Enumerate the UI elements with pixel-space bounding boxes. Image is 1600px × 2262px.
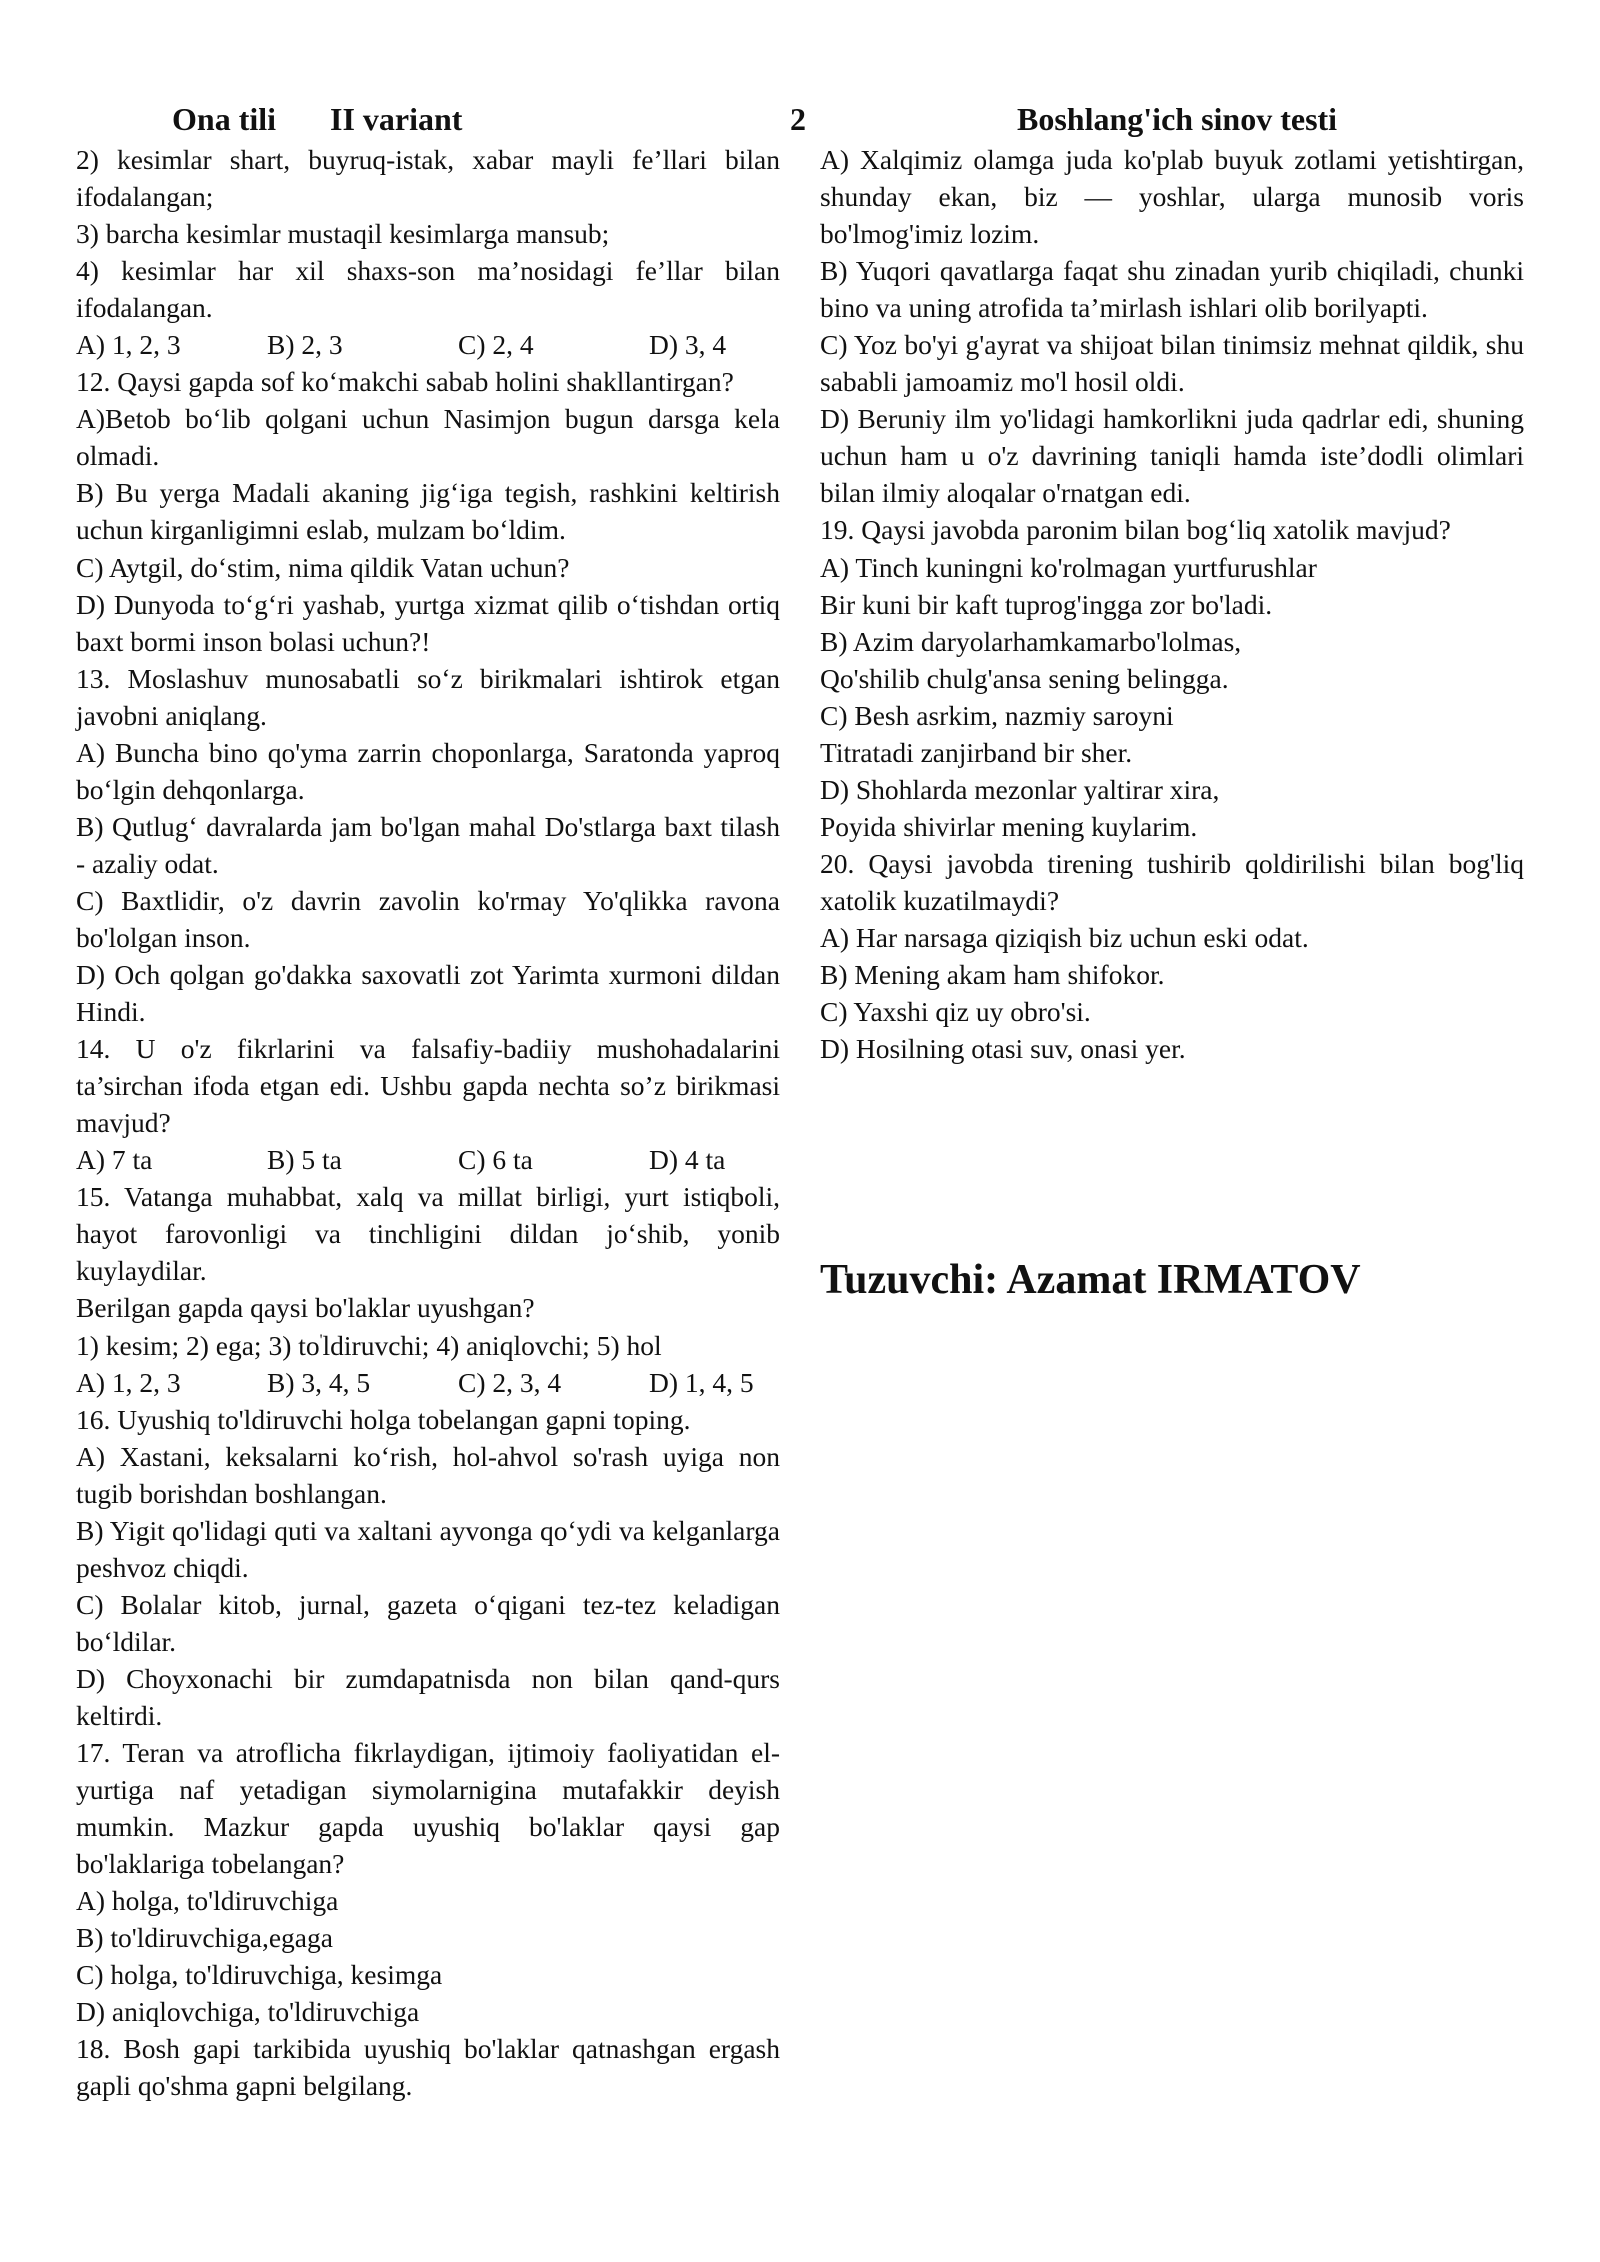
question-20: 20. Qaysi javobda tirening tushirib qoldirilishi bilan bog'liq xatolik kuzatilmaydi? bbox=[820, 847, 1524, 916]
q16-option-c: C) Bolalar kitob, jurnal, gazeta o‘qigani tez-tez keladigan bo‘ldilar. bbox=[76, 1588, 780, 1657]
q17-option-c: C) holga, to'ldiruvchiga, kesimga bbox=[76, 1959, 443, 1991]
question-13: 13. Moslashuv munosabatli so‘z birikmalari ishtirok etgan javobni aniqlang. bbox=[76, 662, 780, 731]
q13-option-c: C) Baxtlidir, o'z davrin zavolin ko'rmay Yo'qlikka ravona bo'lolgan inson. bbox=[76, 884, 780, 953]
q11-options bbox=[76, 326, 780, 363]
q11-statement-4: 4) kesimlar har xil shaxs-son ma’nosidagi fe’llar bilan ifodalangan. bbox=[76, 255, 780, 324]
q17-option-a: A) holga, to'ldiruvchiga bbox=[76, 1885, 339, 1917]
option-a: A) 7 ta bbox=[76, 1144, 153, 1176]
q12-option-b: B) Bu yerga Madali akaning jig‘iga tegish, rashkini keltirish uchun kirganligimni eslab, mulzam bo‘ldim. bbox=[76, 477, 780, 546]
page-number: 2 bbox=[790, 101, 806, 137]
q12-option-c: C) Aytgil, do‘stim, nima qildik Vatan uchun? bbox=[76, 551, 570, 583]
question-14: 14. U o'z fikrlarini va falsafiy-badiiy mushohadalarini ta’sirchan ifoda etgan edi. Ushbu gapda nechta so’z birikmasi mavjud? bbox=[76, 1033, 780, 1139]
q16-option-d: D) Choyxonachi bir zumdapatnisda non bilan qand-qurs keltirdi. bbox=[76, 1662, 780, 1731]
q18-option-c: C) Yoz bo'yi g'ayrat va shijoat bilan tinimsiz mehnat qildik, shu sababli jamoamiz mo'l hosil oldi. bbox=[820, 329, 1524, 398]
q15-options bbox=[76, 1364, 780, 1401]
question-16: 16. Uyushiq to'ldiruvchi holga tobelangan gapni toping. bbox=[76, 1403, 691, 1435]
option-b: B) 2, 3 bbox=[267, 329, 343, 361]
q17-option-b: B) to'ldiruvchiga,egaga bbox=[76, 1922, 333, 1954]
q17-option-d: D) aniqlovchiga, to'ldiruvchiga bbox=[76, 1996, 420, 2028]
question-15: 15. Vatanga muhabbat, xalq va millat birligi, yurt istiqboli, hayot farovonligi va tinchligini dildan jo‘shib, yonib kuylaydilar. bbox=[76, 1181, 780, 1287]
option-a: A) 1, 2, 3 bbox=[76, 1366, 181, 1398]
q19-option-b-line-2: Qo'shilib chulg'ansa sening belingga. bbox=[820, 662, 1229, 694]
option-b: B) 3, 4, 5 bbox=[267, 1366, 371, 1398]
q12-option-a: A)Betob bo‘lib qolgani uchun Nasimjon bugun darsga kela olmadi. bbox=[76, 403, 780, 472]
q13-option-d: D) Och qolgan go'dakka saxovatli zot Yarimta xurmoni dildan Hindi. bbox=[76, 959, 780, 1028]
q15-parts-list bbox=[76, 1327, 780, 1364]
q18-option-a: A) Xalqimiz olamga juda ko'plab buyuk zotlami yetishtirgan, shunday ekan, biz — yoshlar, ularga munosib voris bo'lmog'imiz lozim. bbox=[820, 144, 1524, 250]
q14-options bbox=[76, 1141, 780, 1178]
variant-label: II variant bbox=[330, 101, 463, 137]
right-column bbox=[820, 141, 1524, 1067]
q19-option-c-line-2: Titratadi zanjirband bir sher. bbox=[820, 736, 1133, 768]
q20-option-c: C) Yaxshi qiz uy obro'si. bbox=[820, 996, 1091, 1028]
q13-option-a: A) Buncha bino qo'yma zarrin choponlarga, Saratonda yaproq bo‘lgin dehqonlarga. bbox=[76, 736, 780, 805]
q19-option-d-line-1: D) Shohlarda mezonlar yaltirar xira, bbox=[820, 773, 1220, 805]
q19-option-d-line-2: Poyida shivirlar mening kuylarim. bbox=[820, 810, 1198, 842]
q19-option-a-line-1: A) Tinch kuningni ko'rolmagan yurtfurushlar bbox=[820, 551, 1317, 583]
q19-option-a-line-2: Bir kuni bir kaft tuprog'ingga zor bo'ladi. bbox=[820, 588, 1273, 620]
q18-option-b: B) Yuqori qavatlarga faqat shu zinadan yurib chiqiladi, chunki bino va uning atrofida ta’mirlash ishlari olib borilyapti. bbox=[820, 255, 1524, 324]
q12-option-d: D) Dunyoda to‘g‘ri yashab, yurtga xizmat qilib o‘tishdan ortiq baxt bormi inson bolasi uchun?! bbox=[76, 588, 780, 657]
q19-option-c-line-1: C) Besh asrkim, nazmiy saroyni bbox=[820, 699, 1174, 731]
q19-option-b-line-1: B) Azim daryolarhamkamarbo'lolmas, bbox=[820, 625, 1242, 657]
question-17: 17. Teran va atroflicha fikrlaydigan, ijtimoiy faoliyatidan el-yurtiga naf yetadigan siymolarnigina mutafakkir deyish mumkin. Mazkur gapda uyushiq bo'laklar qaysi gap bo'laklariga tobelangan? bbox=[76, 1737, 780, 1880]
author-signature: Tuzuvchi: Azamat IRMATOV bbox=[820, 1257, 1361, 1303]
option-a: A) 1, 2, 3 bbox=[76, 329, 181, 361]
q15-parts-list-mark: ' bbox=[319, 1331, 323, 1349]
q20-option-b: B) Mening akam ham shifokor. bbox=[820, 959, 1165, 991]
left-column bbox=[76, 141, 780, 2104]
q20-option-a: A) Har narsaga qiziqish biz uchun eski odat. bbox=[820, 921, 1309, 953]
option-c: C) 2, 4 bbox=[458, 329, 534, 361]
test-title: Boshlang'ich sinov testi bbox=[1017, 101, 1338, 137]
page-header bbox=[0, 97, 1600, 141]
q15-parts-list-end: ldiruvchi; 4) aniqlovchi; 5) hol bbox=[322, 1329, 662, 1361]
option-d: D) 4 ta bbox=[649, 1144, 726, 1176]
q16-option-a: A) Xastani, keksalarni ko‘rish, hol-ahvol so'rash uyiga non tugib borishdan boshlangan. bbox=[76, 1440, 780, 1509]
option-c: C) 2, 3, 4 bbox=[458, 1366, 562, 1398]
q15-prompt: Berilgan gapda qaysi bo'laklar uyushgan? bbox=[76, 1292, 535, 1324]
option-c: C) 6 ta bbox=[458, 1144, 533, 1176]
option-d: D) 3, 4 bbox=[649, 329, 727, 361]
q20-option-d: D) Hosilning otasi suv, onasi yer. bbox=[820, 1033, 1186, 1065]
subject-title: Ona tili bbox=[172, 101, 277, 137]
q13-option-b: B) Qutlug‘ davralarda jam bo'lgan mahal Do'stlarga baxt tilash - azaliy odat. bbox=[76, 810, 780, 879]
q16-option-b: B) Yigit qo'lidagi quti va xaltani ayvonga qo‘ydi va kelganlarga peshvoz chiqdi. bbox=[76, 1514, 780, 1583]
option-b: B) 5 ta bbox=[267, 1144, 342, 1176]
question-12: 12. Qaysi gapda sof ko‘makchi sabab holini shakllantirgan? bbox=[76, 366, 734, 398]
q15-parts-list-start: 1) kesim; 2) ega; 3) to bbox=[76, 1329, 320, 1361]
q11-statement-2: 2) kesimlar shart, buyruq-istak, xabar mayli fe’llari bilan ifodalangan; bbox=[76, 144, 780, 213]
q18-option-d: D) Beruniy ilm yo'lidagi hamkorlikni juda qadrlar edi, shuning uchun ham u o'z davrining taniqli hamda iste’dodli olimlari bilan ilmiy aloqalar o'rnatgan edi. bbox=[820, 403, 1524, 509]
option-d: D) 1, 4, 5 bbox=[649, 1366, 754, 1398]
q11-statement-3: 3) barcha kesimlar mustaqil kesimlarga mansub; bbox=[76, 218, 610, 250]
question-19: 19. Qaysi javobda paronim bilan bog‘liq xatolik mavjud? bbox=[820, 514, 1451, 546]
question-18: 18. Bosh gapi tarkibida uyushiq bo'laklar qatnashgan ergash gapli qo'shma gapni belgilang. bbox=[76, 2033, 780, 2102]
